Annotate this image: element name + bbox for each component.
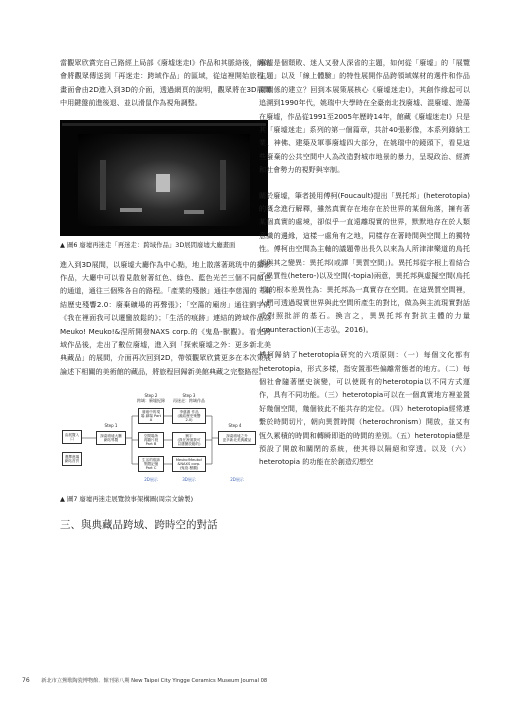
section-3-title: 三、與典藏品跨域、跨時空的對話	[60, 519, 218, 532]
beyond-ruins-box: 探索廢墟之外 更多新北美典藏品	[218, 431, 256, 445]
floor-photo	[184, 210, 204, 214]
figure-3d-hall-screenshot	[60, 120, 268, 236]
paragraph-ruins-theme: 廢墟是個頹敗、迷人又發人深省的主題，如何從「廢墟」的「展覽主題」以及「線上體驗」的特性展開作品跨領域媒材的選件和作品間關係的建立？回到本展策展核心《廢墟迷走I》，其創作緣起可以追溯到1990年代，姚瑞中大學時在全臺南北找廢墟、混廢墟、遊蕩在廢墟，作品從1991至2005年歷時14年，館藏《廢墟迷走I》只是其「廢墟迷走」系列的第一個篇章，共計40張影像，本系列錄納工業、神佛、建築及軍事廢墟四大部分，在姚瑞中的鏡頭下，看見這些廢棄的公共空間中人為改造對城市地景的暴力，呈現政治、經濟和社會勢力的視野與宰制。	[259, 58, 470, 175]
artwork-c-box: Meuko!Meuko! &NAXS corp. (鬼島-獸觀)	[172, 456, 206, 472]
intro-box: 選擇進場 網站首頁	[62, 452, 82, 466]
route-c-box: 生活的痕跡 集體記憶 Part C	[138, 456, 164, 472]
label-2d-display: 2D展示	[144, 477, 158, 483]
floor-photo	[120, 208, 142, 212]
route-b-box: 空間場所 再聽片段 Part B	[138, 432, 164, 448]
step-4-label: Step 4	[228, 423, 242, 429]
entry-box: 由展覽入口	[62, 430, 82, 444]
figure-7-caption: ▲ 圖7 廢墟再迷走展覽敘事架構圖(周宗文繪製)	[60, 495, 194, 504]
page-number: 76	[22, 677, 30, 684]
step-2-label: Step 2	[144, 393, 158, 399]
step-1-label: Step 1	[104, 423, 118, 429]
page-footer	[22, 677, 267, 684]
route-a-box: 廢墟中的現 場 劇場 Part A	[138, 408, 164, 424]
hall-pillar	[100, 160, 106, 210]
artwork-b-box: 劉宇 (我在裡面我可 以遷蠻放鬆的)	[172, 432, 206, 448]
paragraph-heterotopia: 關於廢墟，筆者援用傅柯(Foucault)提出「異托邦」(heterotopia)的概念進行解釋，雖然真實存在地存在於世界的某個角落，擁有著某個真實的處境，卻似乎一直遠離現實的世界，默默地存在於人類意識的邊緣，這樣一處角有之地，同樣存在著時間與空間上的獨特性。傅柯由空間為主軸的議題帶出長久以來為人所津津樂道的烏托邦與其之變異：異托邦(或譯「異質空間」)。異托邦從字根上看結合了異質性(hetero-)以及空間(-topia)兩意，異托邦與虛擬空間(烏托邦)的根本差異性為：異托邦為一真實存在空間。在這異質空間裡，人們可透過現實世界與此空間所產生的對比，做為與主流現實對話或對照批評的基石。換言之，異異托邦有對抗主體的力量(counteraction)(王志弘，2016)。	[259, 190, 470, 334]
step-3-subtitle: 再迷走：跨域作品	[173, 398, 205, 404]
left-column	[60, 56, 271, 532]
narrative-structure-diagram	[60, 394, 268, 490]
hall-light	[156, 174, 170, 192]
right-column	[259, 56, 470, 469]
hall-pillar	[220, 160, 226, 210]
label-3d-display: 3D展示	[182, 477, 196, 483]
figure-6-caption: ▲ 圖6 廢墟再迷走「再迷走：跨域作品」3D展間廢墟大廳畫面	[60, 240, 236, 249]
step-3-label: Step 3	[182, 393, 196, 399]
paragraph-six-principles: 傅柯歸納了heterotopia研究的六項原則：（一）每個文化都有heterotopia，形式多樣，指安置那些偏離常態者的地方。（二）每個社會隨著歷史演變，可以使既有的heterotopia以不同方式運作，具有不同功能。（三）heterotopia可以在一個真實地方裡並置好幾個空間，幾個彼此不能共存的定位。（四）heterotopia經常連繫於時間切片，朝向異質時間（heterochronism）開放，並又有恆久累積的時間和轉瞬即逝的時間的差別。（五）heterotopia總是預設了開啟和關閉的系統，使其得以隔絕和穿透。以及（六）heterotopia 的功能在於創造幻想空	[259, 350, 470, 467]
artwork-a-box: 李慈湄 作品 (凝結歷史殘響 2.0)	[172, 408, 206, 424]
paragraph-3d-hall: 進入到3D展間，以廢墟大廳作為中心點，地上散落著珧珖中的攝影作品，大廳中可以看見散射著紅色、綠色、藍色光芒三個不同顏色的通道，通往三個殊各自的路程。「產業的殘骸」通往李慈湄的《凝結歷史殘響2.0：廢棄礦場的再聲張》；「空蕩的廟房」通往劉宇的《我在裡面我可以遷蠻放鬆的》；「生活的痕跡」連結的跨域作品為Meuko! Meuko!&涅所開發NAXS corp.的《鬼島-獸觀》。看完跨域作品後，走出了數位廢墟，進入到「探索廢墟之外：更多新北美典藏品」的展間，介面再次回到2D，帶領觀眾欣賞更多在本次策展論述下相關的美術館的藏品，將旅程回歸新美館典藏之完整路徑。	[60, 259, 271, 376]
paragraph-intro: 當觀眾欣賞完自己路經上局部《廢墟迷走I》作品和其脈絡後，網站會將觀眾傳送到「再迷走：跨域作品」的區域，從這裡開始旅程，畫面會由2D進入到3D的介面，透過網頁的說明，觀眾將在3D展間中用鍵盤前進後退、並以滑鼠作為視角調整。	[60, 58, 271, 108]
viewer-top-bar	[62, 123, 266, 126]
step-2-subtitle: 跨域：廢墟紀錄	[137, 398, 165, 404]
label-2d-display-final: 2D展示	[230, 477, 244, 483]
hub-box: 探索廢墟大廳 網站導覽	[96, 431, 126, 445]
journal-title: 新北市立鶯歌陶瓷博物館．館刊第八期 New Taipei City Yingge Ceramics Museum Journal 08	[41, 678, 268, 684]
